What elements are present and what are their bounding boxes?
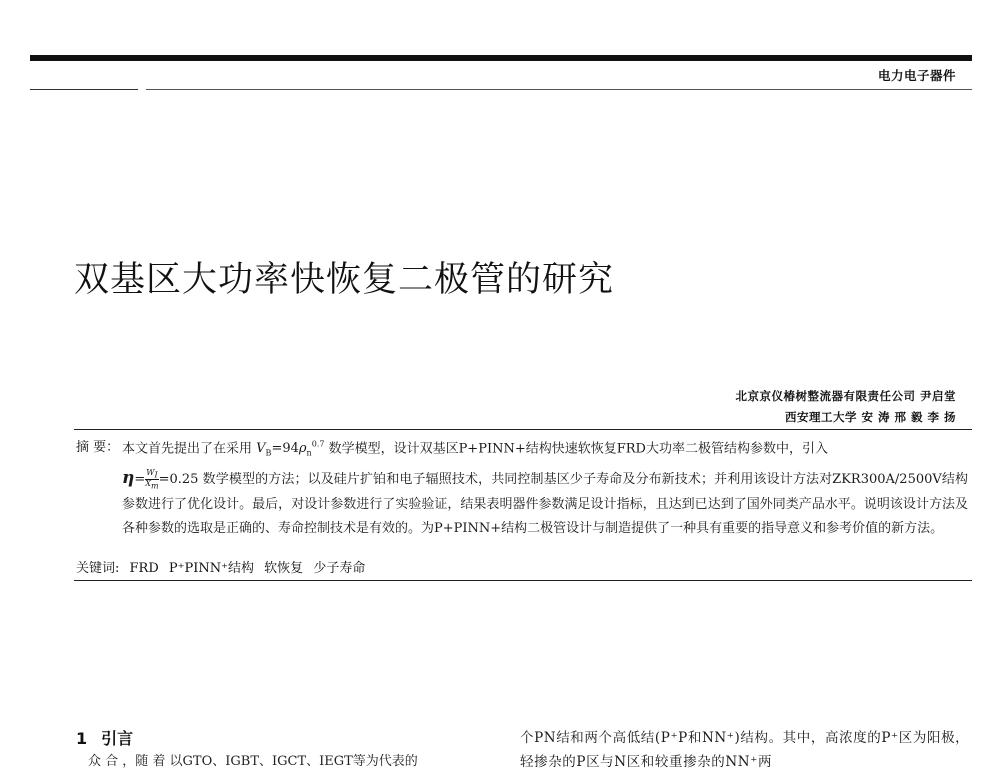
affiliation-1: 北京京仪椿树整流器有限责任公司 尹启堂 — [735, 389, 956, 403]
abstract-text-3: =0.25 数学模型的方法；以及硅片扩铂和电子辐照技术，共同控制基区少子寿命及分布新技术；并利用该设计方法对ZKR300A/2500V结构参数进行了优化设计。最后，对设计参数进行了实验验证，结果表明器件参数满足设计指标，且达到已达到了国外同类产品水平。说明该设计方法及各种参数的选取是正确的、寿命控制技术是有效的。为P+PINN+结构二极管设计与制造提供了一种具有重要的指导意义和参考价值的新方法。 — [122, 472, 968, 537]
keyword-item: FRD — [129, 561, 159, 576]
affiliation-2: 西安理工大学 安 涛 邢 毅 李 扬 — [784, 410, 956, 424]
abstract-label: 摘 要： — [76, 440, 120, 455]
keyword-item: 软恢复 — [264, 561, 304, 576]
paper-title: 双基区大功率快恢复二极管的研究 — [74, 260, 615, 300]
formula-vb: $V_B=94\rho_n^{0.7}$ — [256, 440, 325, 458]
header-rule-thick — [30, 55, 972, 61]
section-title: 引言 — [101, 729, 134, 748]
abstract-rule-bottom — [74, 580, 972, 581]
keywords-label: 关键词: — [76, 561, 120, 576]
abstract-rule-top — [74, 429, 972, 430]
section-tag: 电力电子器件 — [877, 68, 956, 83]
abstract-text-2: 数学模型，设计双基区P+PINN+结构快速软恢复FRD大功率二极管结构参数中，引入 — [328, 441, 828, 457]
abstract-body — [122, 433, 968, 542]
section-number: 1 — [76, 729, 88, 748]
keyword-item: P⁺PINN⁺结构 — [168, 561, 255, 576]
header-rule-thin-left — [30, 89, 138, 90]
body-column-left: 众 合 ，随 着 以GTO、IGBT、IGCT、IEGT等为代表的 — [88, 754, 418, 769]
formula-eta: η= $\frac{W_I}{X_m}$ — [122, 467, 159, 492]
header-rule-thin-right — [146, 89, 972, 90]
body-column-right: 个PN结和两个高低结(P⁺P和NN⁺)结构。其中，高浓度的P⁺区为阳极，轻掺杂的P区与N区和较重掺杂的NN⁺两 — [520, 730, 970, 770]
keywords — [76, 557, 365, 576]
section-heading — [76, 726, 133, 749]
keyword-item: 少子寿命 — [313, 561, 366, 576]
abstract-text-1: 本文首先提出了在采用 — [122, 441, 253, 457]
